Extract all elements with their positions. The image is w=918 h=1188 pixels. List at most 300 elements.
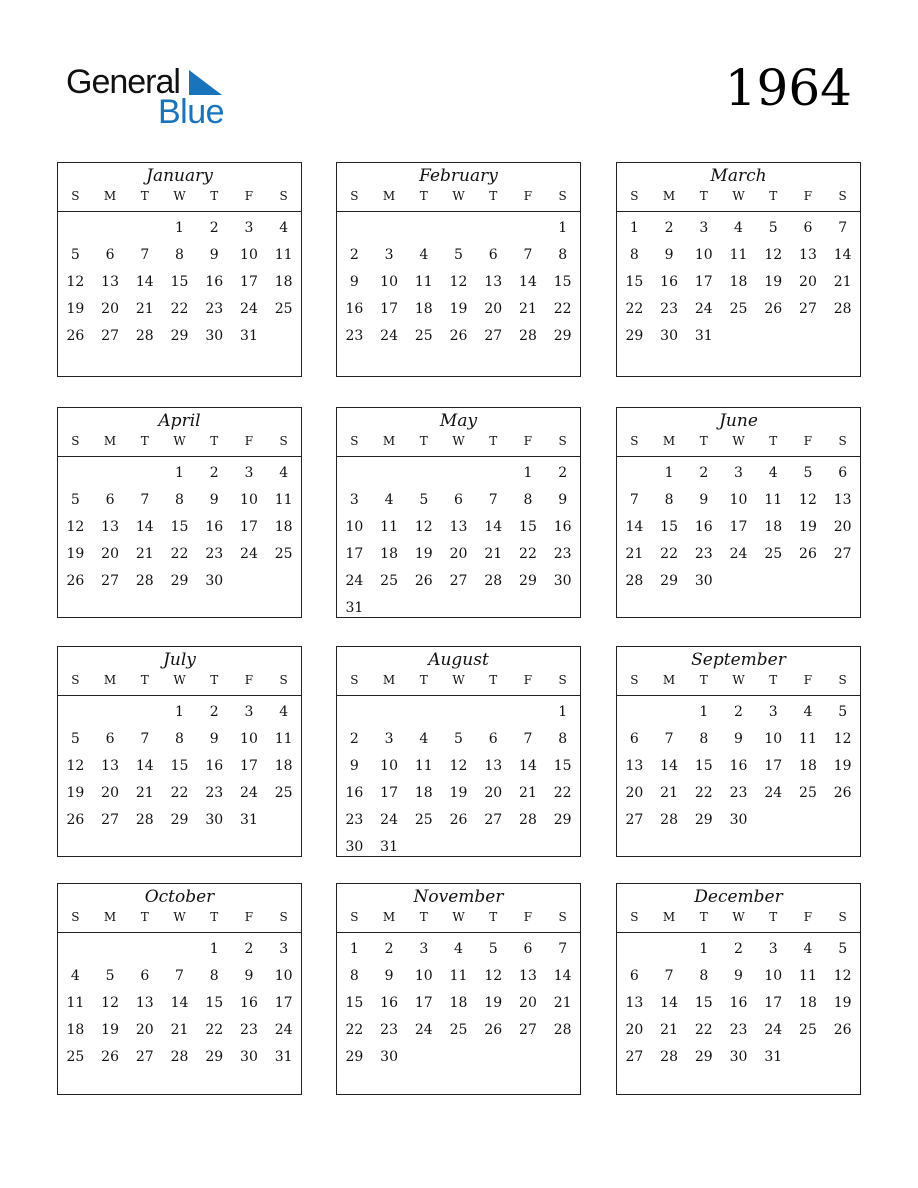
day-cell: 4 — [279, 704, 289, 720]
day-cell: 29 — [205, 1049, 224, 1065]
empty-day-cell — [617, 460, 652, 487]
day-cell: 23 — [240, 1022, 258, 1038]
empty-day-cell — [93, 699, 128, 726]
weekday-header-row — [58, 671, 301, 696]
weekday-header: S — [279, 434, 288, 448]
day-cell: 8 — [175, 247, 184, 263]
weekday-header: S — [558, 673, 567, 687]
weekday-header: W — [173, 434, 186, 448]
day-cell: 24 — [764, 1022, 783, 1038]
day-cell: 7 — [523, 731, 533, 747]
day-cell: 30 — [205, 812, 224, 828]
week-row — [617, 807, 860, 834]
day-cell: 14 — [135, 519, 154, 535]
day-cell: 15 — [625, 274, 644, 290]
day-cell: 14 — [135, 758, 154, 774]
day-cell: 13 — [799, 247, 817, 263]
day-cell: 15 — [694, 995, 713, 1011]
week-row — [58, 1044, 301, 1071]
empty-day-cell — [372, 699, 407, 726]
day-cell: 3 — [734, 465, 743, 481]
day-cell: 6 — [488, 731, 498, 747]
day-cell: 9 — [209, 731, 219, 747]
weekday-header: F — [803, 434, 813, 448]
day-cell: 20 — [101, 546, 119, 562]
day-cell: 14 — [660, 758, 678, 774]
day-cell: 2 — [209, 704, 219, 720]
day-cell: 10 — [694, 247, 713, 263]
day-cell: 8 — [699, 968, 709, 984]
week-row — [58, 568, 301, 595]
empty-day-cell — [476, 834, 511, 861]
day-cell: 26 — [833, 1022, 852, 1038]
month-title: May — [439, 411, 478, 431]
weekday-header: F — [523, 673, 533, 687]
day-cell: 29 — [660, 573, 678, 589]
days-grid — [617, 696, 860, 834]
day-cell: 16 — [553, 519, 572, 535]
day-cell: 7 — [140, 731, 150, 747]
day-cell: 22 — [625, 301, 644, 317]
day-cell: 13 — [484, 758, 503, 774]
month-february — [336, 162, 581, 377]
day-cell: 8 — [175, 492, 184, 508]
day-cell: 14 — [553, 968, 572, 984]
weekday-header: F — [803, 189, 813, 203]
day-cell: 11 — [274, 492, 293, 508]
day-cell: 20 — [625, 1022, 644, 1038]
day-cell: 26 — [764, 301, 783, 317]
empty-day-cell — [721, 568, 756, 595]
month-december — [616, 883, 861, 1095]
day-cell: 5 — [454, 731, 463, 747]
week-row — [617, 242, 860, 269]
week-row — [337, 595, 580, 622]
day-cell: 22 — [519, 546, 537, 562]
day-cell: 22 — [170, 301, 189, 317]
day-cell: 4 — [803, 704, 813, 720]
day-cell: 24 — [764, 785, 783, 801]
days-grid — [58, 457, 301, 595]
day-cell: 12 — [101, 995, 119, 1011]
day-cell: 1 — [209, 941, 219, 957]
day-cell: 23 — [694, 546, 713, 562]
day-cell: 12 — [66, 519, 85, 535]
day-cell: 3 — [244, 704, 254, 720]
day-cell: 14 — [484, 519, 503, 535]
weekday-header-row — [617, 432, 860, 457]
day-cell: 22 — [205, 1022, 224, 1038]
empty-day-cell — [441, 460, 476, 487]
day-cell: 11 — [414, 274, 433, 290]
day-cell: 28 — [135, 812, 154, 828]
day-cell: 17 — [380, 785, 398, 801]
day-cell: 8 — [349, 968, 359, 984]
day-cell: 11 — [729, 247, 748, 263]
day-cell: 24 — [380, 328, 398, 344]
weekday-header: F — [244, 189, 254, 203]
day-cell: 24 — [345, 573, 364, 589]
day-cell: 18 — [380, 546, 398, 562]
weekday-header: S — [71, 434, 80, 448]
days-grid — [58, 212, 301, 350]
week-row — [58, 936, 301, 963]
day-cell: 18 — [764, 519, 783, 535]
weekday-header: F — [244, 434, 254, 448]
day-cell: 29 — [519, 573, 537, 589]
logo-blue-text: Blue — [158, 93, 225, 131]
day-cell: 3 — [384, 247, 394, 263]
weekday-header: W — [173, 910, 186, 924]
day-cell: 17 — [764, 995, 783, 1011]
days-grid — [58, 696, 301, 834]
day-cell: 26 — [101, 1049, 119, 1065]
day-cell: 13 — [449, 519, 468, 535]
day-cell: 10 — [764, 731, 783, 747]
week-row — [617, 541, 860, 568]
empty-day-cell — [337, 699, 372, 726]
day-cell: 17 — [345, 546, 364, 562]
weekday-header: T — [419, 189, 428, 203]
day-cell: 12 — [449, 274, 468, 290]
empty-day-cell — [791, 1044, 826, 1071]
day-cell: 29 — [170, 573, 189, 589]
weekday-header: T — [419, 673, 428, 687]
day-cell: 6 — [629, 731, 639, 747]
weekday-header: S — [630, 434, 639, 448]
week-row — [337, 726, 580, 753]
day-cell: 20 — [833, 519, 852, 535]
day-cell: 3 — [768, 941, 778, 957]
day-cell: 19 — [101, 1022, 119, 1038]
empty-day-cell — [93, 936, 128, 963]
day-cell: 8 — [558, 247, 568, 263]
weekday-header: M — [103, 910, 117, 924]
month-september — [616, 646, 861, 857]
weekday-header: F — [803, 910, 813, 924]
month-title: January — [146, 166, 213, 186]
week-row — [337, 1044, 580, 1071]
month-title: September — [691, 650, 786, 670]
empty-day-cell — [127, 699, 162, 726]
day-cell: 19 — [799, 519, 817, 535]
day-cell: 2 — [734, 941, 743, 957]
day-cell: 13 — [101, 274, 119, 290]
day-cell: 20 — [799, 274, 817, 290]
week-row — [617, 990, 860, 1017]
empty-day-cell — [406, 1044, 441, 1071]
week-row — [617, 780, 860, 807]
day-cell: 7 — [488, 492, 498, 508]
day-cell: 22 — [170, 785, 189, 801]
day-cell: 20 — [519, 995, 537, 1011]
day-cell: 16 — [729, 995, 748, 1011]
day-cell: 8 — [523, 492, 533, 508]
day-cell: 17 — [240, 519, 258, 535]
weekday-header: S — [71, 189, 80, 203]
week-row — [337, 990, 580, 1017]
day-cell: 31 — [345, 600, 364, 616]
day-cell: 6 — [629, 968, 639, 984]
month-title: October — [144, 887, 215, 907]
empty-day-cell — [756, 568, 791, 595]
week-row — [58, 807, 301, 834]
weekday-header: T — [210, 189, 219, 203]
week-row — [58, 323, 301, 350]
day-cell: 1 — [175, 704, 184, 720]
week-row — [617, 1044, 860, 1071]
day-cell: 29 — [553, 812, 572, 828]
day-cell: 7 — [558, 941, 568, 957]
day-cell: 2 — [664, 220, 674, 236]
day-cell: 13 — [833, 492, 852, 508]
day-cell: 31 — [274, 1049, 293, 1065]
day-cell: 9 — [384, 968, 394, 984]
day-cell: 10 — [240, 247, 258, 263]
weekday-header: T — [419, 434, 428, 448]
days-grid — [617, 212, 860, 350]
day-cell: 9 — [244, 968, 254, 984]
empty-day-cell — [372, 595, 407, 622]
day-cell: 22 — [694, 785, 713, 801]
month-october — [57, 883, 302, 1095]
logo-general-text: General — [66, 63, 180, 101]
day-cell: 1 — [699, 704, 709, 720]
day-cell: 15 — [170, 519, 189, 535]
empty-day-cell — [476, 699, 511, 726]
weekday-header: S — [630, 189, 639, 203]
weekday-header: W — [452, 189, 465, 203]
day-cell: 24 — [414, 1022, 433, 1038]
empty-day-cell — [406, 699, 441, 726]
day-cell: 13 — [625, 995, 644, 1011]
day-cell: 1 — [175, 465, 184, 481]
day-cell: 1 — [558, 704, 568, 720]
day-cell: 1 — [349, 941, 359, 957]
empty-day-cell — [127, 215, 162, 242]
empty-day-cell — [406, 834, 441, 861]
day-cell: 4 — [384, 492, 394, 508]
day-cell: 26 — [66, 328, 85, 344]
day-cell: 16 — [345, 785, 364, 801]
month-title: November — [413, 887, 504, 907]
day-cell: 17 — [240, 758, 258, 774]
empty-day-cell — [791, 807, 826, 834]
day-cell: 12 — [833, 731, 852, 747]
day-cell: 23 — [660, 301, 678, 317]
weekday-header: S — [350, 910, 359, 924]
day-cell: 27 — [833, 546, 852, 562]
days-grid — [337, 933, 580, 1071]
empty-day-cell — [476, 215, 511, 242]
day-cell: 6 — [454, 492, 463, 508]
day-cell: 18 — [414, 785, 433, 801]
day-cell: 10 — [380, 758, 398, 774]
empty-day-cell — [406, 215, 441, 242]
day-cell: 6 — [105, 247, 115, 263]
day-cell: 19 — [449, 785, 468, 801]
empty-day-cell — [441, 1044, 476, 1071]
day-cell: 18 — [66, 1022, 85, 1038]
day-cell: 5 — [488, 941, 498, 957]
day-cell: 19 — [66, 546, 85, 562]
week-row — [337, 215, 580, 242]
day-cell: 31 — [240, 328, 258, 344]
day-cell: 14 — [833, 247, 852, 263]
weekday-header: M — [382, 673, 396, 687]
day-cell: 13 — [101, 519, 119, 535]
day-cell: 21 — [660, 785, 678, 801]
day-cell: 9 — [209, 492, 219, 508]
day-cell: 23 — [205, 301, 224, 317]
week-row — [617, 269, 860, 296]
day-cell: 13 — [519, 968, 537, 984]
empty-day-cell — [58, 460, 93, 487]
day-cell: 24 — [694, 301, 713, 317]
weekday-header: T — [699, 189, 708, 203]
empty-day-cell — [825, 323, 860, 350]
day-cell: 1 — [558, 220, 568, 236]
day-cell: 13 — [135, 995, 154, 1011]
day-cell: 28 — [484, 573, 503, 589]
day-cell: 30 — [345, 839, 364, 855]
weekday-header: M — [103, 673, 117, 687]
day-cell: 7 — [523, 247, 533, 263]
day-cell: 12 — [449, 758, 468, 774]
day-cell: 10 — [240, 492, 258, 508]
day-cell: 23 — [380, 1022, 398, 1038]
day-cell: 21 — [135, 785, 154, 801]
day-cell: 31 — [380, 839, 398, 855]
day-cell: 4 — [419, 247, 429, 263]
week-row — [58, 1017, 301, 1044]
weekday-header: W — [173, 673, 186, 687]
weekday-header: W — [452, 673, 465, 687]
day-cell: 16 — [205, 758, 224, 774]
day-cell: 21 — [519, 785, 537, 801]
empty-day-cell — [756, 323, 791, 350]
day-cell: 26 — [414, 573, 433, 589]
day-cell: 27 — [799, 301, 817, 317]
week-row — [58, 514, 301, 541]
day-cell: 27 — [484, 812, 503, 828]
day-cell: 27 — [519, 1022, 537, 1038]
week-row — [58, 215, 301, 242]
day-cell: 30 — [729, 812, 748, 828]
empty-day-cell — [791, 568, 826, 595]
day-cell: 28 — [660, 1049, 678, 1065]
weekday-header: M — [662, 910, 676, 924]
day-cell: 16 — [345, 301, 364, 317]
day-cell: 27 — [101, 328, 119, 344]
day-cell: 3 — [384, 731, 394, 747]
weekday-header: T — [140, 910, 149, 924]
day-cell: 14 — [135, 274, 154, 290]
day-cell: 10 — [380, 274, 398, 290]
day-cell: 12 — [66, 758, 85, 774]
empty-day-cell — [93, 215, 128, 242]
day-cell: 26 — [449, 328, 468, 344]
day-cell: 30 — [205, 573, 224, 589]
day-cell: 30 — [205, 328, 224, 344]
empty-day-cell — [545, 834, 580, 861]
day-cell: 30 — [660, 328, 678, 344]
day-cell: 24 — [240, 546, 258, 562]
day-cell: 22 — [170, 546, 189, 562]
day-cell: 3 — [699, 220, 709, 236]
week-row — [337, 963, 580, 990]
empty-day-cell — [337, 215, 372, 242]
day-cell: 13 — [101, 758, 119, 774]
day-cell: 20 — [484, 301, 503, 317]
day-cell: 27 — [135, 1049, 154, 1065]
weekday-header-row — [617, 187, 860, 212]
month-march — [616, 162, 861, 377]
week-row — [337, 780, 580, 807]
day-cell: 12 — [799, 492, 817, 508]
week-row — [617, 963, 860, 990]
week-row — [337, 323, 580, 350]
week-row — [617, 487, 860, 514]
day-cell: 20 — [135, 1022, 154, 1038]
month-november — [336, 883, 581, 1095]
day-cell: 9 — [209, 247, 219, 263]
day-cell: 2 — [349, 731, 359, 747]
empty-day-cell — [545, 595, 580, 622]
day-cell: 8 — [209, 968, 219, 984]
week-row — [617, 1017, 860, 1044]
empty-day-cell — [476, 460, 511, 487]
day-cell: 30 — [729, 1049, 748, 1065]
day-cell: 12 — [484, 968, 503, 984]
day-cell: 29 — [170, 812, 189, 828]
weekday-header: S — [279, 189, 288, 203]
week-row — [58, 780, 301, 807]
day-cell: 6 — [105, 492, 115, 508]
day-cell: 10 — [764, 968, 783, 984]
day-cell: 24 — [240, 301, 258, 317]
weekday-header: T — [769, 910, 778, 924]
day-cell: 15 — [345, 995, 364, 1011]
weekday-header: T — [210, 910, 219, 924]
weekday-header: S — [71, 910, 80, 924]
weekday-header: T — [140, 434, 149, 448]
weekday-header: S — [558, 189, 567, 203]
day-cell: 28 — [519, 812, 537, 828]
empty-day-cell — [756, 807, 791, 834]
day-cell: 19 — [66, 785, 85, 801]
empty-day-cell — [825, 568, 860, 595]
day-cell: 16 — [205, 519, 224, 535]
day-cell: 3 — [244, 465, 254, 481]
week-row — [337, 269, 580, 296]
weekday-header: S — [838, 189, 847, 203]
empty-day-cell — [58, 699, 93, 726]
day-cell: 29 — [553, 328, 572, 344]
day-cell: 24 — [729, 546, 748, 562]
day-cell: 9 — [349, 274, 359, 290]
day-cell: 4 — [70, 968, 80, 984]
weekday-header: S — [279, 673, 288, 687]
day-cell: 13 — [484, 274, 503, 290]
week-row — [337, 807, 580, 834]
day-cell: 11 — [380, 519, 398, 535]
weekday-header: F — [244, 910, 254, 924]
day-cell: 25 — [274, 301, 293, 317]
weekday-header: T — [210, 673, 219, 687]
week-row — [617, 323, 860, 350]
empty-day-cell — [372, 460, 407, 487]
